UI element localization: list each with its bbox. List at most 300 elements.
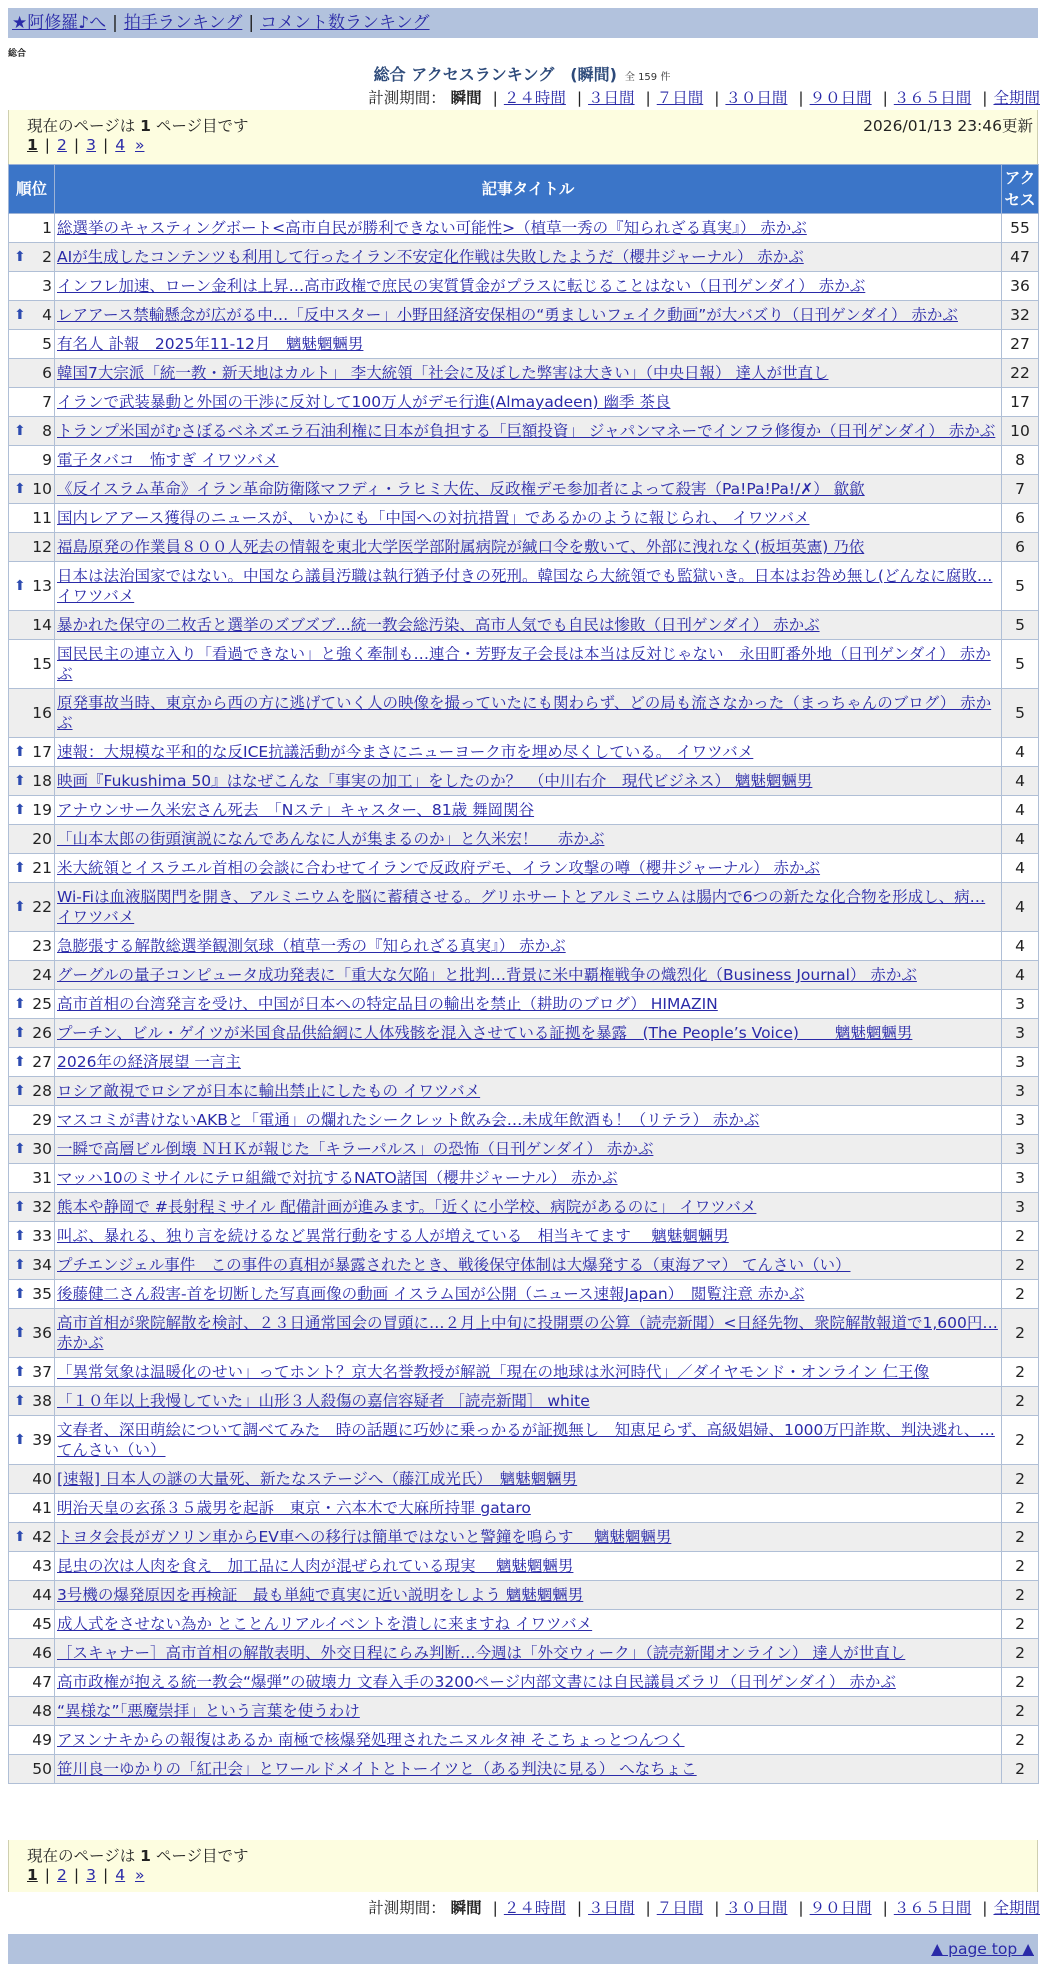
access-count: 4 bbox=[1002, 883, 1039, 932]
title-cell bbox=[55, 1387, 1002, 1416]
pager-separator: | bbox=[44, 1866, 51, 1884]
rank-cell bbox=[9, 417, 55, 446]
title-cell bbox=[55, 854, 1002, 883]
period-separator: | bbox=[798, 89, 804, 107]
rank-cell bbox=[9, 1552, 55, 1581]
period-separator: | bbox=[982, 89, 988, 107]
table-header-row bbox=[9, 165, 1039, 214]
rank-number: 37 bbox=[32, 1363, 52, 1381]
rank-number: 10 bbox=[32, 480, 52, 498]
table-row bbox=[9, 1726, 1039, 1755]
table-row bbox=[9, 1164, 1039, 1193]
article-title-link[interactable]: AIが生成したコンテンツも利用して行ったイラン不安定化作戦は失敗したようだ（櫻井ジャーナル） 赤かぶ bbox=[57, 248, 804, 266]
article-title-link[interactable]: 後藤健二さん殺害-首を切断した写真画像の動画 イスラム国が公開（ニュース速報Japan） 閲覧注意 赤かぶ bbox=[57, 1285, 805, 1303]
access-count: 5 bbox=[1002, 562, 1039, 611]
rank-cell bbox=[9, 738, 55, 767]
title-cell bbox=[55, 272, 1002, 301]
page-info-top bbox=[8, 110, 1038, 164]
access-count: 4 bbox=[1002, 738, 1039, 767]
rank-cell bbox=[9, 1465, 55, 1494]
arrow-up-icon: ⬆ bbox=[14, 1141, 26, 1157]
rank-number: 22 bbox=[32, 898, 52, 916]
rank-cell bbox=[9, 272, 55, 301]
article-title-link[interactable]: 一瞬で高層ビル倒壊 ＮＨＫが報じた「キラーパルス」の恐怖（日刊ゲンダイ） 赤かぶ bbox=[57, 1140, 654, 1158]
table-row bbox=[9, 1755, 1039, 1784]
arrow-up-icon: ⬆ bbox=[14, 1025, 26, 1041]
page-title bbox=[0, 62, 1044, 85]
rank-number: 29 bbox=[32, 1111, 52, 1129]
article-title-link[interactable]: 叫ぶ、暴れる、独り言を続けるなど異常行動をする人が増えている 相当キてます 魑魅魍魎男 bbox=[57, 1227, 729, 1245]
article-title-link[interactable]: 高市首相が衆院解散を検討、２３日通常国会の冒頭に…２月上中旬に投開票の公算（読売新聞）<日経先物、衆院解散報道で1,600円… 赤かぶ bbox=[57, 1314, 998, 1352]
article-title-link[interactable]: 文春者、深田萌絵について調べてみた 時の話題に巧妙に乗っかるが証拠無し 知恵足らず、高級娼婦、1000万円詐欺、判決逃れ、… てんさい（い） bbox=[57, 1421, 995, 1459]
rank-number: 26 bbox=[32, 1024, 52, 1042]
arrow-up-icon: ⬆ bbox=[14, 802, 26, 818]
pagination-bottom bbox=[27, 1866, 1037, 1884]
rank-number: 31 bbox=[32, 1169, 52, 1187]
rank-number: 47 bbox=[32, 1673, 52, 1691]
rank-cell bbox=[9, 767, 55, 796]
access-count: 6 bbox=[1002, 533, 1039, 562]
access-count: 3 bbox=[1002, 1164, 1039, 1193]
period-option-30d[interactable]: ３０日間 bbox=[725, 89, 788, 107]
period-option-all[interactable]: 全期間 bbox=[993, 89, 1040, 107]
page-link-4[interactable]: 4 bbox=[115, 136, 126, 154]
rank-cell bbox=[9, 1494, 55, 1523]
table-row bbox=[9, 1222, 1039, 1251]
access-count: 3 bbox=[1002, 1135, 1039, 1164]
access-count: 4 bbox=[1002, 932, 1039, 961]
arrow-up-icon: ⬆ bbox=[14, 1432, 26, 1448]
article-title-link[interactable]: 米大統領とイスラエル首相の会談に合わせてイランで反政府デモ、イラン攻撃の噂（櫻井ジャーナル） 赤かぶ bbox=[57, 859, 821, 877]
arrow-up-icon: ⬆ bbox=[14, 899, 26, 915]
article-title-link[interactable]: 高市首相の台湾発言を受け、中国が日本への特定品目の輸出を禁止（耕助のブログ） HIMAZIN bbox=[57, 995, 718, 1013]
rank-cell bbox=[9, 796, 55, 825]
arrow-up-icon: ⬆ bbox=[14, 744, 26, 760]
table-row bbox=[9, 1610, 1039, 1639]
item-count: 全 159 件 bbox=[624, 72, 671, 83]
period-label: 計測期間： bbox=[368, 89, 446, 107]
article-title-link[interactable]: ロシア敵視でロシアが日本に輸出禁止にしたもの イワツバメ bbox=[57, 1082, 481, 1100]
period-separator: | bbox=[492, 89, 498, 107]
rank-number: 4 bbox=[42, 306, 52, 324]
table-row bbox=[9, 533, 1039, 562]
rank-cell bbox=[9, 990, 55, 1019]
rank-cell bbox=[9, 1610, 55, 1639]
title-cell bbox=[55, 1494, 1002, 1523]
access-count: 55 bbox=[1002, 214, 1039, 243]
table-row bbox=[9, 796, 1039, 825]
rank-number: 19 bbox=[32, 801, 52, 819]
article-title-link[interactable]: アナウンサー久米宏さん死去 「Nステ」キャスター、81歳 舞岡関谷 bbox=[57, 801, 535, 819]
article-title-link[interactable]: 高市政権が抱える統一教会“爆弾”の破壊力 文春入手の3200ページ内部文書には自民議員ズラリ（日刊ゲンダイ） 赤かぶ bbox=[57, 1673, 896, 1691]
access-count: 8 bbox=[1002, 446, 1039, 475]
article-title-link[interactable]: “異様な”「悪魔崇拝」という言葉を使うわけ bbox=[57, 1702, 360, 1720]
period-option-3d[interactable]: ３日間 bbox=[588, 1899, 635, 1917]
table-row bbox=[9, 825, 1039, 854]
access-count: 2 bbox=[1002, 1581, 1039, 1610]
article-title-link[interactable]: 「山本太郎の街頭演説になんであんなに人が集まるのか」と久米宏！ 赤かぶ bbox=[57, 830, 605, 848]
table-row bbox=[9, 243, 1039, 272]
access-count: 2 bbox=[1002, 1552, 1039, 1581]
title-cell bbox=[55, 1358, 1002, 1387]
rank-cell bbox=[9, 1523, 55, 1552]
rank-cell bbox=[9, 1048, 55, 1077]
access-count: 3 bbox=[1002, 1048, 1039, 1077]
title-cell bbox=[55, 611, 1002, 640]
rank-number: 12 bbox=[32, 538, 52, 556]
title-cell bbox=[55, 1416, 1002, 1465]
nav-link-home[interactable]: ★阿修羅♪へ bbox=[12, 13, 107, 33]
arrow-up-icon: ⬆ bbox=[14, 578, 26, 594]
arrow-up-icon: ⬆ bbox=[14, 773, 26, 789]
table-row bbox=[9, 854, 1039, 883]
rank-cell bbox=[9, 1222, 55, 1251]
article-title-link[interactable]: 「１０年以上我慢していた」山形３人殺傷の嘉信容疑者 ［読売新聞］ white bbox=[57, 1392, 590, 1410]
table-row bbox=[9, 359, 1039, 388]
title-cell bbox=[55, 1726, 1002, 1755]
period-option-3d[interactable]: ３日間 bbox=[588, 89, 635, 107]
nav-link-applause-ranking[interactable]: 拍手ランキング bbox=[123, 13, 243, 33]
article-title-link[interactable]: トヨタ会長がガソリン車からEV車への移行は簡単ではないと警鐘を鳴らす 魑魅魍魎男 bbox=[57, 1528, 672, 1546]
article-title-link[interactable]: 成人式をさせない為か とことんリアルイベントを潰しに来ますね イワツバメ bbox=[57, 1615, 593, 1633]
rank-number: 32 bbox=[32, 1198, 52, 1216]
page-link-4[interactable]: 4 bbox=[115, 1866, 126, 1884]
table-row bbox=[9, 417, 1039, 446]
table-row bbox=[9, 1581, 1039, 1610]
table-row bbox=[9, 1019, 1039, 1048]
rank-number: 40 bbox=[32, 1470, 52, 1488]
arrow-up-icon: ⬆ bbox=[14, 1529, 26, 1545]
page-link-2[interactable]: 2 bbox=[57, 1866, 67, 1884]
access-count: 6 bbox=[1002, 504, 1039, 533]
table-row bbox=[9, 1048, 1039, 1077]
article-title-link[interactable]: 有名人 訃報 2025年11-12月 魑魅魍魎男 bbox=[57, 335, 364, 353]
rank-cell bbox=[9, 1193, 55, 1222]
table-row bbox=[9, 1135, 1039, 1164]
period-label: 計測期間： bbox=[368, 1899, 446, 1917]
rank-cell bbox=[9, 388, 55, 417]
rank-number: 30 bbox=[32, 1140, 52, 1158]
period-selector-top bbox=[368, 86, 1040, 108]
title-cell bbox=[55, 1193, 1002, 1222]
title-cell bbox=[55, 1077, 1002, 1106]
article-title-link[interactable]: 「異常気象は温暖化のせい」ってホント？京大名誉教授が解説「現在の地球は氷河時代」／ダイヤモンド・オンライン 仁王像 bbox=[57, 1363, 930, 1381]
rank-number: 46 bbox=[32, 1644, 52, 1662]
article-title-link[interactable]: レアアース禁輸懸念が広がる中…「反中スター」小野田経済安保相の“勇ましいフェイク動画”が大バズり（日刊ゲンダイ） 赤かぶ bbox=[57, 306, 958, 324]
period-option-365d[interactable]: ３６５日間 bbox=[893, 1899, 972, 1917]
rank-cell bbox=[9, 1251, 55, 1280]
table-row bbox=[9, 1697, 1039, 1726]
table-row bbox=[9, 1639, 1039, 1668]
page-text-after: ページ目です bbox=[150, 1847, 249, 1865]
pager-separator: | bbox=[73, 1866, 80, 1884]
page-link-next[interactable]: » bbox=[134, 1866, 145, 1884]
article-title-link[interactable]: 急膨張する解散総選挙観測気球（植草一秀の『知られざる真実』） 赤かぶ bbox=[57, 937, 566, 955]
rank-cell bbox=[9, 1639, 55, 1668]
rank-number: 42 bbox=[32, 1528, 52, 1546]
title-cell bbox=[55, 1309, 1002, 1358]
article-title-link[interactable]: インフレ加速、ローン金利は上昇…高市政権で庶民の実質賃金がプラスに転じることはない（日刊ゲンダイ） 赤かぶ bbox=[57, 277, 866, 295]
page-top-link[interactable]: ▲ page top ▲ bbox=[931, 1940, 1034, 1958]
rank-number: 25 bbox=[32, 995, 52, 1013]
title-cell bbox=[55, 504, 1002, 533]
title-cell bbox=[55, 446, 1002, 475]
article-title-link[interactable]: 総選挙のキャスティングボート<高市自民が勝利できない可能性>（植草一秀の『知られざる真実』） 赤かぶ bbox=[57, 219, 807, 237]
table-row bbox=[9, 388, 1039, 417]
rank-cell bbox=[9, 1106, 55, 1135]
rank-cell bbox=[9, 1164, 55, 1193]
article-title-link[interactable]: 電子タバコ 怖すぎ イワツバメ bbox=[57, 451, 279, 469]
title-cell bbox=[55, 689, 1002, 738]
article-title-link[interactable]: マスコミが書けないAKBと「電通」の爛れたシークレット飲み会…未成年飲酒も！（リテラ） 赤かぶ bbox=[57, 1111, 760, 1129]
page-link-3[interactable]: 3 bbox=[86, 136, 97, 154]
access-count: 4 bbox=[1002, 854, 1039, 883]
title-cell bbox=[55, 1552, 1002, 1581]
article-title-link[interactable]: 国民民主の連立入り「看過できない」と強く牽制も…連合・芳野友子会長は本当は反対じゃない 永田町番外地（日刊ゲンダイ） 赤かぶ bbox=[57, 645, 991, 683]
table-row bbox=[9, 562, 1039, 611]
rank-number: 45 bbox=[32, 1615, 52, 1633]
table-row bbox=[9, 1668, 1039, 1697]
article-title-link[interactable]: 韓国7大宗派「統一教・新天地はカルト」 李大統領「社会に及ぼした弊害は大きい」（中央日報） 達人が世直し bbox=[57, 364, 829, 382]
page-status bbox=[27, 114, 1037, 136]
rank-number: 11 bbox=[32, 509, 52, 527]
title-cell bbox=[55, 1048, 1002, 1077]
pager-separator: | bbox=[73, 136, 80, 154]
access-count: 7 bbox=[1002, 475, 1039, 504]
rank-number: 5 bbox=[42, 335, 52, 353]
rank-number: 28 bbox=[32, 1082, 52, 1100]
table-row bbox=[9, 990, 1039, 1019]
table-row bbox=[9, 932, 1039, 961]
article-title-link[interactable]: プチエンジェル事件 この事件の真相が暴露されたとき、戦後保守体制は大爆発する（東海アマ） てんさい（い） bbox=[57, 1256, 851, 1274]
period-option-90d[interactable]: ９０日間 bbox=[809, 1899, 872, 1917]
title-cell bbox=[55, 1639, 1002, 1668]
article-title-link[interactable]: 福島原発の作業員８００人死去の情報を東北大学医学部附属病院が緘口令を敷いて、外部に洩れなく(板垣英憲) 乃依 bbox=[57, 538, 865, 556]
rank-cell bbox=[9, 640, 55, 689]
title-cell bbox=[55, 475, 1002, 504]
article-title-link[interactable]: 日本は法治国家ではない。中国なら議員汚職は執行猶予付きの死刑。韓国なら大統領でも監獄いき。日本はお咎め無し(どんなに腐敗… イワツバメ bbox=[57, 567, 993, 605]
article-title-link[interactable]: マッハ10のミサイルにテロ組織で対抗するNATO諸国（櫻井ジャーナル） 赤かぶ bbox=[57, 1169, 618, 1187]
period-option-24h[interactable]: ２４時間 bbox=[503, 1899, 566, 1917]
nav-link-comment-ranking[interactable]: コメント数ランキング bbox=[260, 13, 430, 33]
arrow-up-icon: ⬆ bbox=[14, 860, 26, 876]
title-cell bbox=[55, 1610, 1002, 1639]
article-title-link[interactable]: アヌンナキからの報復はあるか 南極で核爆発処理されたニヌルタ神 そこちょっとつんつく bbox=[57, 1731, 685, 1749]
access-count: 5 bbox=[1002, 689, 1039, 738]
ranking-title: 総合 アクセスランキング (瞬間) bbox=[373, 65, 617, 84]
rank-cell bbox=[9, 1309, 55, 1358]
arrow-up-icon: ⬆ bbox=[14, 1257, 26, 1273]
period-separator: | bbox=[576, 1899, 583, 1917]
page-text-after: ページ目です bbox=[150, 117, 249, 135]
table-row bbox=[9, 961, 1039, 990]
title-cell bbox=[55, 1019, 1002, 1048]
arrow-up-icon: ⬆ bbox=[14, 481, 26, 497]
rank-number: 50 bbox=[32, 1760, 52, 1778]
rank-cell bbox=[9, 359, 55, 388]
rank-number: 9 bbox=[42, 451, 52, 469]
ranking-table bbox=[8, 164, 1039, 1784]
access-count: 32 bbox=[1002, 301, 1039, 330]
rank-number: 24 bbox=[32, 966, 52, 984]
access-count: 2 bbox=[1002, 1251, 1039, 1280]
title-cell bbox=[55, 243, 1002, 272]
period-option-90d[interactable]: ９０日間 bbox=[809, 89, 872, 107]
title-cell bbox=[55, 825, 1002, 854]
period-option-7d[interactable]: ７日間 bbox=[656, 1899, 704, 1917]
article-title-link[interactable]: イランで武装暴動と外国の干渉に反対して100万人がデモ行進(Almayadeen) 幽季 茶良 bbox=[57, 393, 671, 411]
rank-cell bbox=[9, 961, 55, 990]
article-title-link[interactable]: 原発事故当時、東京から西の方に逃げていく人の映像を撮っていたにも関わらず、どの局も流さなかった（まっちゃんのブログ） 赤かぶ bbox=[57, 694, 992, 732]
rank-number: 1 bbox=[42, 219, 52, 237]
table-row bbox=[9, 738, 1039, 767]
rank-cell bbox=[9, 1019, 55, 1048]
access-count: 2 bbox=[1002, 1465, 1039, 1494]
article-title-link[interactable]: 笹川良一ゆかりの「紅卍会」とワールドメイトとトーイツと（ある判決に見る） へなちょこ bbox=[57, 1760, 697, 1778]
rank-number: 41 bbox=[32, 1499, 52, 1517]
access-count: 4 bbox=[1002, 767, 1039, 796]
access-count: 27 bbox=[1002, 330, 1039, 359]
access-count: 2 bbox=[1002, 1639, 1039, 1668]
rank-cell bbox=[9, 1358, 55, 1387]
period-current: 瞬間 bbox=[450, 89, 482, 107]
article-title-link[interactable]: 明治天皇の玄孫３５歳男を起訴 東京・六本木で大麻所持罪 gataro bbox=[57, 1499, 531, 1517]
title-cell bbox=[55, 796, 1002, 825]
page-link-current: 1 bbox=[27, 1866, 38, 1884]
period-separator: | bbox=[714, 89, 720, 107]
rank-number: 21 bbox=[32, 859, 52, 877]
article-title-link[interactable]: 国内レアアース獲得のニュースが、 いかにも「中国への対抗措置」であるかのように報じられ、 イワツバメ bbox=[57, 509, 810, 527]
rank-cell bbox=[9, 1755, 55, 1784]
article-title-link[interactable]: グーグルの量子コンピュータ成功発表に「重大な欠陥」と批判…背景に米中覇権戦争の熾烈化（Business Journal） 赤かぶ bbox=[57, 966, 917, 984]
table-row bbox=[9, 1309, 1039, 1358]
article-title-link[interactable]: 昆虫の次は人肉を食え 加工品に人肉が混ぜられている現実 魑魅魍魎男 bbox=[57, 1557, 574, 1575]
table-row bbox=[9, 611, 1039, 640]
page-info-bottom bbox=[8, 1840, 1038, 1892]
page-link-next[interactable]: » bbox=[134, 136, 145, 154]
pager-separator: | bbox=[103, 136, 109, 154]
access-count: 2 bbox=[1002, 1494, 1039, 1523]
article-title-link[interactable]: 熊本や静岡で #長射程ミサイル 配備計画が進みます。「近くに小学校、病院があるのに」 イワツバメ bbox=[57, 1198, 757, 1216]
page-text-before: 現在のページは bbox=[27, 117, 141, 135]
rank-number: 43 bbox=[32, 1557, 52, 1575]
period-separator: | bbox=[645, 89, 651, 107]
period-option-24h[interactable]: ２４時間 bbox=[503, 89, 566, 107]
article-title-link[interactable]: 映画『Fukushima 50』はなぜこんな「事実の加工」をしたのか？ （中川右介 現代ビジネス） 魑魅魍魎男 bbox=[57, 772, 813, 790]
header-access: アクセス bbox=[1002, 165, 1039, 214]
rank-cell bbox=[9, 504, 55, 533]
title-cell bbox=[55, 388, 1002, 417]
access-count: 5 bbox=[1002, 611, 1039, 640]
rank-cell bbox=[9, 1581, 55, 1610]
page-link-2[interactable]: 2 bbox=[57, 136, 67, 154]
title-cell bbox=[55, 214, 1002, 243]
table-row bbox=[9, 1251, 1039, 1280]
title-cell bbox=[55, 1164, 1002, 1193]
access-count: 2 bbox=[1002, 1309, 1039, 1358]
rank-cell bbox=[9, 1697, 55, 1726]
arrow-up-icon: ⬆ bbox=[14, 1286, 26, 1302]
table-row bbox=[9, 301, 1039, 330]
article-title-link[interactable]: Wi-Fiは血液脳関門を開き、アルミニウムを脳に蓄積させる。グリホサートとアルミニウムは腸内で6つの新たな化合物を形成し、病… イワツバメ bbox=[57, 888, 986, 926]
access-count: 5 bbox=[1002, 640, 1039, 689]
title-cell bbox=[55, 1668, 1002, 1697]
table-row bbox=[9, 1387, 1039, 1416]
article-title-link[interactable]: プーチン、ビル・ゲイツが米国食品供給網に人体残骸を混入させている証拠を暴露 (The People’s Voice) 魑魅魍魎男 bbox=[57, 1024, 913, 1042]
article-title-link[interactable]: 速報：大規模な平和的な反ICE抗議活動が今まさにニューヨーク市を埋め尽くしている。 イワツバメ bbox=[57, 743, 754, 761]
title-cell bbox=[55, 1251, 1002, 1280]
rank-cell bbox=[9, 1668, 55, 1697]
table-row bbox=[9, 1494, 1039, 1523]
access-count: 2 bbox=[1002, 1387, 1039, 1416]
rank-number: 36 bbox=[32, 1324, 52, 1342]
arrow-up-icon: ⬆ bbox=[14, 1325, 26, 1341]
period-option-7d[interactable]: ７日間 bbox=[656, 89, 704, 107]
rank-number: 38 bbox=[32, 1392, 52, 1410]
article-title-link[interactable]: 《反イスラム革命》イラン革命防衛隊マフディ・ラヒミ大佐、反政権デモ参加者によって殺害（Pa!Pa!Pa!/✗） 歙歙 bbox=[57, 480, 865, 498]
arrow-up-icon: ⬆ bbox=[14, 1393, 26, 1409]
table-row bbox=[9, 1193, 1039, 1222]
article-title-link[interactable]: ［スキャナー］高市首相の解散表明、外交日程にらみ判断…今週は「外交ウィーク」（読売新聞オンライン） 達人が世直し bbox=[57, 1644, 906, 1662]
period-option-all[interactable]: 全期間 bbox=[993, 1899, 1040, 1917]
rank-number: 3 bbox=[42, 277, 52, 295]
period-separator: | bbox=[798, 1899, 804, 1917]
access-count: 22 bbox=[1002, 359, 1039, 388]
arrow-up-icon: ⬆ bbox=[14, 423, 26, 439]
rank-cell bbox=[9, 1387, 55, 1416]
access-count: 2 bbox=[1002, 1523, 1039, 1552]
rank-cell bbox=[9, 1416, 55, 1465]
title-cell bbox=[55, 738, 1002, 767]
period-selector-bottom bbox=[368, 1896, 1040, 1918]
article-title-link[interactable]: 2026年の経済展望 一言主 bbox=[57, 1053, 241, 1071]
title-cell bbox=[55, 1222, 1002, 1251]
access-count: 17 bbox=[1002, 388, 1039, 417]
table-row bbox=[9, 689, 1039, 738]
article-title-link[interactable]: [速報] 日本人の謎の大量死、新たなステージへ（藤江成光氏） 魑魅魍魎男 bbox=[57, 1470, 578, 1488]
rank-number: 17 bbox=[32, 743, 52, 761]
page-link-3[interactable]: 3 bbox=[86, 1866, 97, 1884]
ranking-table-body bbox=[9, 214, 1039, 1784]
table-row bbox=[9, 1552, 1039, 1581]
period-option-365d[interactable]: ３６５日間 bbox=[893, 89, 972, 107]
period-separator: | bbox=[982, 1899, 988, 1917]
article-title-link[interactable]: トランプ米国がむさぼるベネズエラ石油利権に日本が負担する「巨額投資」 ジャパンマネーでインフラ修復か（日刊ゲンダイ） 赤かぶ bbox=[57, 422, 996, 440]
access-count: 2 bbox=[1002, 1222, 1039, 1251]
article-title-link[interactable]: 暴かれた保守の二枚舌と選挙のズブズブ…統一教会総汚染、高市人気でも自民は惨敗（日刊ゲンダイ） 赤かぶ bbox=[57, 616, 820, 634]
rank-cell bbox=[9, 301, 55, 330]
rank-number: 13 bbox=[32, 577, 52, 595]
period-separator: | bbox=[645, 1899, 651, 1917]
nav-separator: | bbox=[112, 13, 118, 33]
rank-number: 44 bbox=[32, 1586, 52, 1604]
header-title: 記事タイトル bbox=[55, 165, 1002, 214]
current-page-number: 1 bbox=[140, 1847, 151, 1865]
table-row bbox=[9, 446, 1039, 475]
article-title-link[interactable]: 3号機の爆発原因を再検証 最も単純で真実に近い説明をしよう 魑魅魍魎男 bbox=[57, 1586, 584, 1604]
rank-cell bbox=[9, 214, 55, 243]
table-row bbox=[9, 272, 1039, 301]
rank-number: 48 bbox=[32, 1702, 52, 1720]
table-row bbox=[9, 1077, 1039, 1106]
table-row bbox=[9, 475, 1039, 504]
period-option-30d[interactable]: ３０日間 bbox=[725, 1899, 788, 1917]
page-text-before: 現在のページは bbox=[27, 1847, 141, 1865]
period-current: 瞬間 bbox=[450, 1899, 482, 1917]
rank-number: 18 bbox=[32, 772, 52, 790]
access-count: 3 bbox=[1002, 1019, 1039, 1048]
rank-cell bbox=[9, 611, 55, 640]
